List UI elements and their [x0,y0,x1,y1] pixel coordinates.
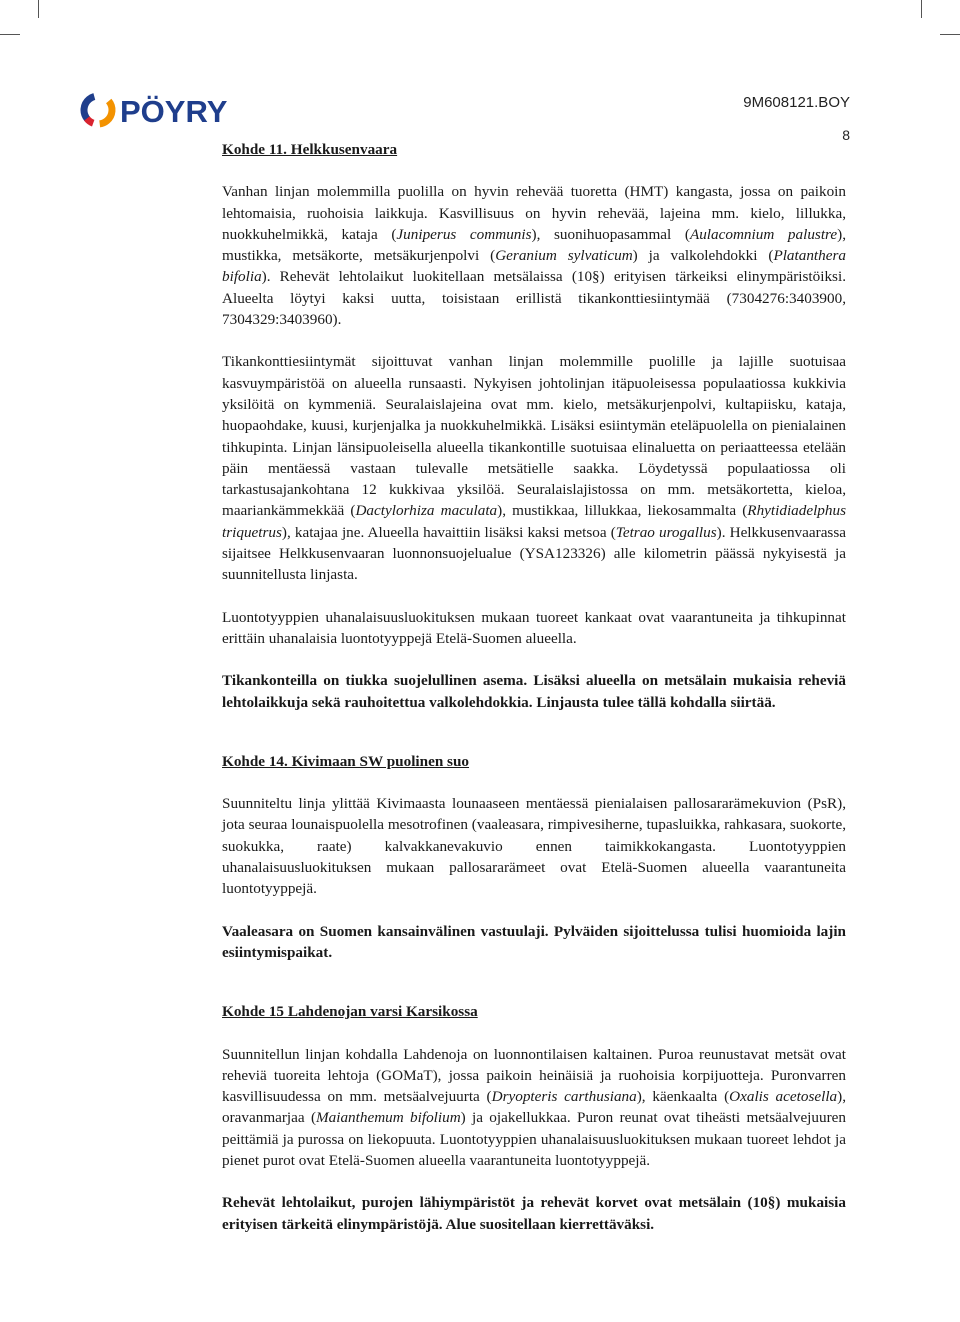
paragraph: Tikankonttiesiintymät sijoittuvat vanhan linjan molemmille puolille ja lajille suotuisaa kasvuympäristöä on alueella runsaasti. Nykyisen johtolinjan itäpuoleisessa populaatiossa kukkivia yksilöitä on kymmeniä. Seuralaislajeina ovat mm. kielo, metsäkurjenpolvi, kultapiisku, kataja, huopaohdake, kuusi, kurjenjalka ja nuokkuhelmikkä. Lisäksi esiintymän eteläpuolella on pienialainen tihkupinta. Linjan länsipuoleisella alueella tikankontille suotuisaa elinaluetta on periaatteessa etelään päin mentäessä vastaan tulevalle metsätielle saakka. Löydetyssä populaatiossa oli tarkastusajankohtana 12 kukkivaa yksilöä. Seuralaislajistossa on mm. metsäkortetta, kieloa, maariankämmekkää (Dactylorhiza maculata), mustikkaa, lillukkaa, liekosammalta (Rhytidiadelphus triquetrus), katajaa jne. Alueella havaittiin lisäksi kaksi metsoa (Tetrao urogallus). Helkkusenvaarassa sijaitsee Helkkusenvaaran luonnonsuojelualue (YSA123326) alle kilometrin päässä nykyisestä ja suunnitellusta linjasta. [222,353,847,584]
paragraph: Vanhan linjan molemmilla puolilla on hyvin rehevää tuoretta (HMT) kangasta, jossa on paikoin lehtomaisia, ruohoisia laikkuja. Kasvillisuus on hyvin rehevää, lajeina mm. kielo, lillukka, nuokkuhelmikkä, kataja (Juniperus communis), suonihuopasammal (Aulacomnium palustre), mustikka, metsäkorte, metsäkurjenpolvi (Geranium sylvaticum) ja valkolehdokki (Platanthera bifolia). Rehevät lehtolaikut luokitellaan metsälaissa (10§) erityisen tärkeiksi elinympäristöiksi. Alueelta löytyi kaksi uutta, toisistaan erillistä tikankonttiesiintymää (7304276:3403900, 7304329:3403960). [222,183,846,329]
poyry-logo [80,88,280,132]
paragraph: Suunnitellun linjan kohdalla Lahdenoja on luonnontilaisen kaltainen. Puroa reunustavat metsät ovat reheviä tuoreita lehtoja (GOMaT), jossa paikoin heinäisiä ja ruohoisia korpijuotteja. Puronvarren kasvillisuudessa on mm. metsäalvejuurta (Dryopteris carthusiana), käenkaalta (Oxalis acetosella), oravanmarjaa (Maianthemum bifolium) ja ojakellukkaa. Puron reunat ovat tiheästi metsäalvejuuren peittämiä ja purossa on liekopuuta. Luontotyyppien uhanalaisuusluokituksen mukaan tuoreet lehdot ja pienet purot ovat Etelä-Suomen alueella vaarantuneita luontotyyppejä. [222,1045,846,1169]
logo-text: PÖYRY [120,94,228,129]
paragraph: Suunniteltu linja ylittää Kivimaasta lounaaseen mentäessä pienialaisen pallosararämekuvion (PsR), jota seuraa lounaispuolella mesotrofinen (vaaleasara, rimpivesiherne, tupasluikka, rahkasara, suokorte, suokukka, raate) kalvakkanevakuvio ennen taimikkokangasta. Luontotyyppien uhanalaisuusluokituksen mukaan pallosararämeet ovat Etelä-Suomen alueella vaarantuneita luontotyyppejä. [222,795,846,898]
conclusion-paragraph: Tikankonteilla on tiukka suojelullinen asema. Lisäksi alueella on metsälain mukaisia reheviä lehtolaikkuja sekä rauhoitettua valkolehdokkia. Linjausta tulee tällä kohdalla siirtää. [222,672,846,711]
crop-mark-top-right-v [921,0,922,18]
conclusion-paragraph: Rehevät lehtolaikut, purojen lähiympäristöt ja rehevät korvet ovat metsälain (10§) mukaisia erityisen tärkeitä elinympäristöjä. Alue suositellaan kierrettäväksi. [222,1194,846,1233]
document-code: 9M608121.BOY [743,94,850,111]
crop-mark-top-right [940,34,960,35]
section-heading-kohde-14: Kohde 14. Kivimaan SW puolinen suo [222,752,470,770]
section-heading-kohde-15: Kohde 15 Lahdenojan varsi Karsikossa [222,1003,478,1021]
section-heading-kohde-11: Kohde 11. Helkkusenvaara [222,141,398,158]
crop-mark-top-left [0,34,20,35]
document-body [222,139,846,1235]
paragraph: Luontotyyppien uhanalaisuusluokituksen mukaan tuoreet kankaat ovat vaarantuneita ja tihkupinnat erittäin uhanalaisia luontotyyppejä Etelä-Suomen alueella. [222,608,846,647]
crop-mark-top-left-v [38,0,39,18]
page-number: 8 [842,127,850,143]
conclusion-paragraph: Vaaleasara on Suomen kansainvälinen vastuulaji. Pylväiden sijoittelussa tulisi huomioida lajin esiintymispaikat. [222,922,846,961]
